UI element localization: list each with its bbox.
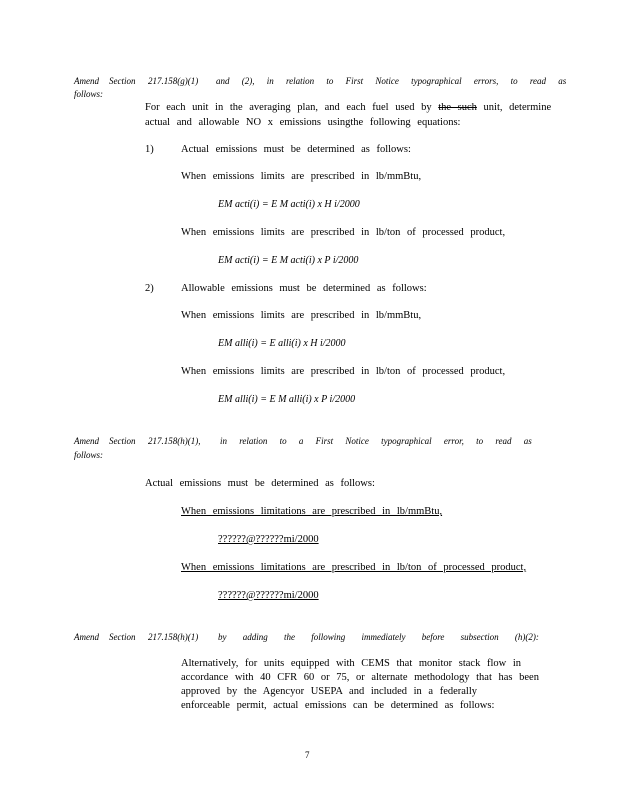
para1-line1: For each unit in the averaging plan, and each fuel used by the such unit, determine [145,102,552,113]
amend-ref: 217.158(g)(1) [148,76,199,86]
amend-text: and (2), in relation to First Notice typographical errors, to read as [216,76,567,86]
item1-when-a: When emissions limits are prescribed in lb/mmBtu, [181,171,422,182]
para3-line4: enforceable permit, actual emissions can be determined as follows: [181,700,495,711]
item2-number: 2) [145,283,154,294]
amend-label: Amend [74,76,99,86]
amend-ref: 217.158(h)(1), [148,436,201,446]
amend-section: Section [109,632,136,642]
amend-label: Amend [74,632,99,642]
para2-equation-a: ??????@??????mi/2000 [218,534,319,545]
para2-when-b: When emissions limitations are prescribed in lb/ton of processed product, [181,562,527,573]
amend-text: in relation to a First Notice typographical error, to read as [220,436,532,446]
amend-follows: follows: [74,450,104,460]
page-number: 7 [305,750,310,760]
item1-when-b: When emissions limits are prescribed in lb/ton of processed product, [181,227,506,238]
item1-heading: Actual emissions must be determined as follows: [181,144,411,155]
para2-equation-b: ??????@??????mi/2000 [218,590,319,601]
amend-follows: follows: [74,89,104,99]
amend-ref: 217.158(h)(1) [148,632,199,642]
item2-equation-b: EM alli(i) = E M alli(i) x P i/2000 [218,394,356,405]
item2-equation-a: EM alli(i) = E alli(i) x H i/2000 [218,338,346,349]
para3-line2: accordance with 40 CFR 60 or 75, or alternate methodology that has been [181,672,539,683]
amend-section: Section [109,436,136,446]
item1-number: 1) [145,144,154,155]
amend-section: Section [109,76,136,86]
para3-line3: approved by the Agencyor USEPA and included in a federally [181,686,478,697]
item2-when-a: When emissions limits are prescribed in lb/mmBtu, [181,310,422,321]
item1-equation-a: EM acti(i) = E M acti(i) x H i/2000 [218,199,360,210]
item2-heading: Allowable emissions must be determined as follows: [181,283,427,294]
item2-when-b: When emissions limits are prescribed in lb/ton of processed product, [181,366,506,377]
amend-label: Amend [74,436,99,446]
amend-text: by adding the following immediately before subsection (h)(2): [218,632,539,642]
para2-when-a: When emissions limitations are prescribed in lb/mmBtu, [181,506,443,517]
item1-equation-b: EM acti(i) = E M acti(i) x P i/2000 [218,255,359,266]
para1-line2: actual and allowable NO x emissions usingthe following equations: [145,117,461,128]
struck-text: the such [438,102,477,113]
para3-line1: Alternatively, for units equipped with CEMS that monitor stack flow in [181,658,521,669]
para2-heading: Actual emissions must be determined as follows: [145,478,375,489]
